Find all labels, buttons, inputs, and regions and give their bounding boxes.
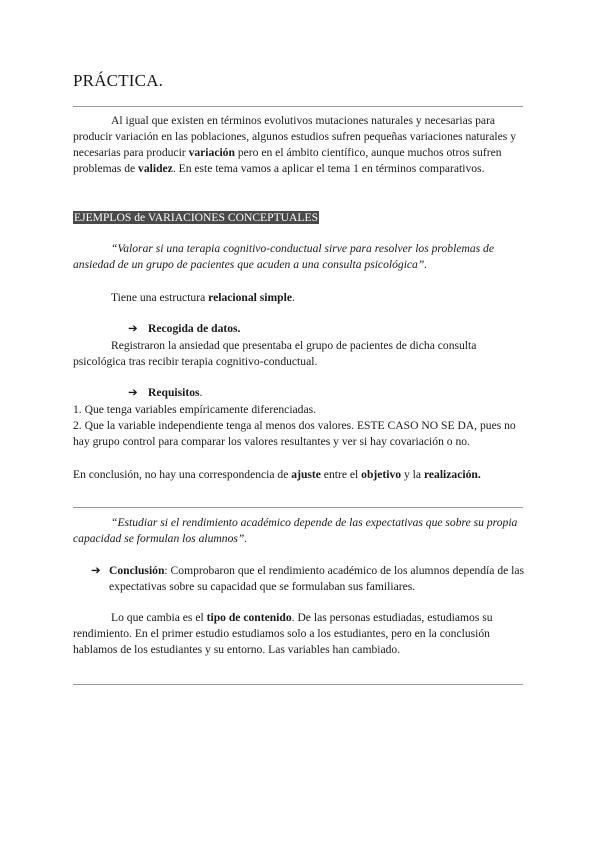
- data-collection-heading: ➔ Recogida de datos.: [128, 322, 241, 335]
- example2-quote: “Estudiar si el rendimiento académico depende de las expectativas que sobre su propia capacidad se formulan los alumnos”.: [73, 516, 518, 545]
- example1-structure: Tiene una estructura relacional simple.: [111, 291, 295, 304]
- example1-conclusion: En conclusión, no hay una correspondencia de ajuste entre el objetivo y la realización.: [73, 468, 481, 481]
- requirements-heading: ➔ Requisitos.: [128, 386, 203, 399]
- divider: [73, 106, 523, 107]
- requirement-1: 1. Que tenga variables empíricamente diferenciadas.: [73, 403, 317, 416]
- section-heading: EJEMPLOS de VARIACIONES CONCEPTUALES: [74, 211, 319, 224]
- page-title: PRÁCTICA.: [73, 71, 164, 90]
- requirement-2: 2. Que la variable independiente tenga al menos dos valores. ESTE CASO NO SE DA, pues no hay grupo control para comparar los valores resultantes y ver si hay covariación o no.: [73, 419, 516, 448]
- example1-quote: “Valorar si una terapia cognitivo-conductual sirve para resolver los problemas de ansiedad de un grupo de pacientes que acuden a una consulta psicológica”.: [73, 242, 494, 271]
- divider: [73, 684, 523, 685]
- document-page: PRÁCTICA. Al igual que existen en términos evolutivos mutaciones naturales y necesarias para producir variación en las poblaciones, algunos estudios sufren pequeñas variaciones naturales y necesarias para producir variación pero en el ámbito científico, aunque muchos otros sufren problemas de validez. En este tema vamos a aplicar el tema 1 en términos comparativos. EJEMPLOS de VARIACIONES CONCEPTUALES “Valorar si una terapia cognitivo-conductual sirve para resolver los problemas de ansiedad de un grupo de pacientes que acuden a una consulta psicológica”. Tiene una estructura relacional simple. ➔ Recogida de datos. Registraron la ansiedad que presentaba el grupo de pacientes de dicha consulta psicológica tras recibir terapia cognitivo-conductual. ➔ Requisitos. 1. Que tenga variables empíricamente diferenciadas. 2. Que la variable independiente tenga al menos dos valores. ESTE CASO NO SE DA, pues no hay grupo control para comparar los valores resultantes y ver si hay covariación o no. En conclusión, no hay una correspondencia de ajuste entre el objetivo y la realización. “Estudiar si el rendimiento académico depende de las expectativas que sobre su propia capacidad se formulan los alumnos”. ➔ Conclusión: Comprobaron que el rendimiento académico de los alumnos dependía de las expectativas sobre su capacidad que se formulaban sus familiares. Lo que cambia es el tipo de contenido. De las personas estudiadas, estudiamos su rendimiento. En el primer estudio estudiamos solo a los estudiantes, pero en la conclusión hablamos de los estudiantes y su entorno. Las variables han cambiado.: [0, 0, 600, 848]
- divider: [73, 507, 523, 508]
- arrow-right-icon: ➔: [128, 386, 138, 399]
- content-change-paragraph: Lo que cambia es el tipo de contenido. De las personas estudiadas, estudiamos su rendimiento. En el primer estudio estudiamos solo a los estudiantes, pero en la conclusión hablamos de los estudiantes y su entorno. Las variables han cambiado.: [73, 611, 493, 656]
- intro-paragraph: Al igual que existen en términos evolutivos mutaciones naturales y necesarias para producir variación en las poblaciones, algunos estudios sufren pequeñas variaciones naturales y necesarias para producir variación pero en el ámbito científico, aunque muchos otros sufren problemas de validez. En este tema vamos a aplicar el tema 1 en términos comparativos.: [73, 114, 516, 175]
- arrow-right-icon: ➔: [128, 322, 138, 335]
- arrow-right-icon: ➔: [91, 564, 101, 577]
- data-collection-text: Registraron la ansiedad que presentaba el grupo de pacientes de dicha consulta psicológica tras recibir terapia cognitivo-conductual.: [73, 339, 477, 368]
